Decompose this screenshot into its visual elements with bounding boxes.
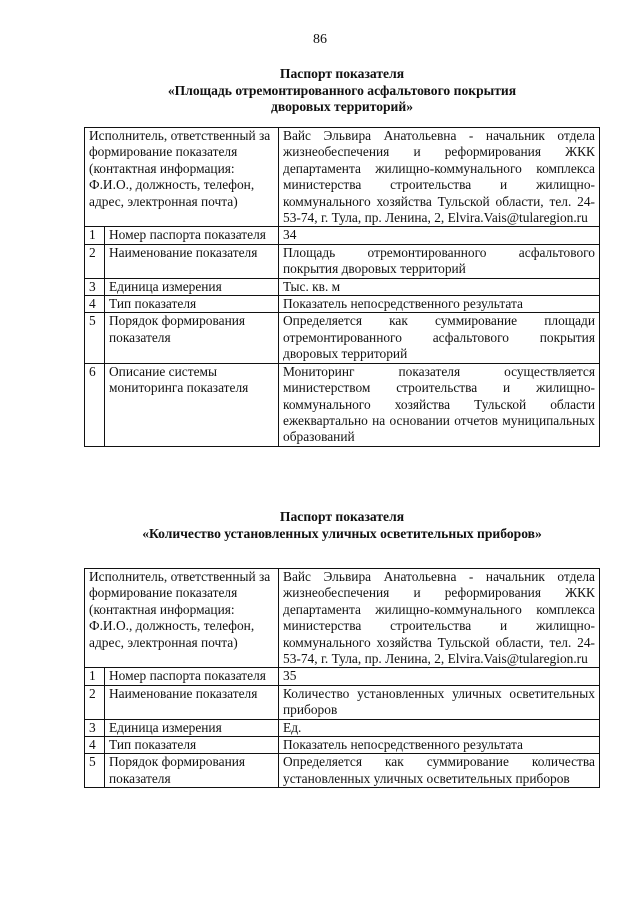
row-number: 5 (85, 313, 105, 363)
row-label: Описание системы мониторинга показателя (105, 363, 279, 446)
table-row (85, 719, 600, 736)
row-value: Площадь отремонтированного асфальтового покрытия дворовых территорий (279, 244, 600, 278)
row-value: 35 (279, 668, 600, 685)
row-value: Количество установленных уличных осветительных приборов (279, 685, 600, 719)
row-value: Тыс. кв. м (279, 278, 600, 295)
row-number: 6 (85, 363, 105, 446)
row-number: 3 (85, 278, 105, 295)
row-label: Номер паспорта показателя (105, 227, 279, 244)
passport-title-line: Паспорт показателя (279, 509, 405, 524)
row-label: Наименование показателя (105, 244, 279, 278)
passport-title (84, 509, 600, 542)
passport-title-line: Паспорт показателя (279, 66, 405, 81)
table-row (85, 227, 600, 244)
passport-title-line: дворовых территорий» (270, 99, 414, 114)
row-value: Ед. (279, 719, 600, 736)
table-row (85, 754, 600, 788)
table-row (85, 685, 600, 719)
passport-title-line: «Площадь отремонтированного асфальтового покрытия (167, 82, 517, 98)
table-row (85, 737, 600, 754)
row-label: Номер паспорта показателя (105, 668, 279, 685)
row-number: 3 (85, 719, 105, 736)
executor-value: Вайс Эльвира Анатольевна - начальник отдела жизнеобеспечения и реформирования ЖКК департамента жилищно-коммунального комплекса министерства строительства и жилищно-коммунального хозяйства Тульской области, тел. 24-53-74, г. Тула, пр. Ленина, 2, Elvira.Vais@tularegion.ru (279, 569, 600, 668)
table-row (85, 313, 600, 363)
row-value: Определяется как суммирование площади отремонтированного асфальтового покрытия дворовых территорий (279, 313, 600, 363)
row-number: 5 (85, 754, 105, 788)
executor-row (85, 128, 600, 227)
executor-label: Исполнитель, ответственный за формирование показателя (контактная информация: Ф.И.О., должность, телефон, адрес, электронная почта) (85, 569, 279, 668)
row-value: Определяется как суммирование количества установленных уличных осветительных приборов (279, 754, 600, 788)
row-label: Единица измерения (105, 719, 279, 736)
row-number: 2 (85, 244, 105, 278)
row-label: Порядок формирования показателя (105, 754, 279, 788)
row-label: Тип показателя (105, 296, 279, 313)
row-number: 1 (85, 227, 105, 244)
row-label: Единица измерения (105, 278, 279, 295)
row-number: 4 (85, 737, 105, 754)
table-row (85, 363, 600, 446)
executor-value: Вайс Эльвира Анатольевна - начальник отдела жизнеобеспечения и реформирования ЖКК департамента жилищно-коммунального комплекса министерства строительства и жилищно-коммунального хозяйства Тульской области, тел. 24-53-74, г. Тула, пр. Ленина, 2, Elvira.Vais@tularegion.ru (279, 128, 600, 227)
row-number: 4 (85, 296, 105, 313)
row-value: 34 (279, 227, 600, 244)
table-row (85, 278, 600, 295)
row-number: 2 (85, 685, 105, 719)
passport-table (84, 568, 600, 788)
passport-title-line: «Количество установленных уличных осветительных приборов» (142, 525, 542, 541)
row-number: 1 (85, 668, 105, 685)
row-value: Мониторинг показателя осуществляется министерством строительства и жилищно-коммунального хозяйства Тульской области ежеквартально на основании отчетов муниципальных образований (279, 363, 600, 446)
page-number: 86 (313, 32, 327, 47)
table-row (85, 668, 600, 685)
row-value: Показатель непосредственного результата (279, 737, 600, 754)
row-value: Показатель непосредственного результата (279, 296, 600, 313)
row-label: Тип показателя (105, 737, 279, 754)
table-row (85, 296, 600, 313)
executor-row (85, 569, 600, 668)
passport-table (84, 127, 600, 447)
row-label: Порядок формирования показателя (105, 313, 279, 363)
row-label: Наименование показателя (105, 685, 279, 719)
passport-title (84, 66, 600, 116)
executor-label: Исполнитель, ответственный за формирование показателя (контактная информация: Ф.И.О., должность, телефон, адрес, электронная почта) (85, 128, 279, 227)
table-row (85, 244, 600, 278)
